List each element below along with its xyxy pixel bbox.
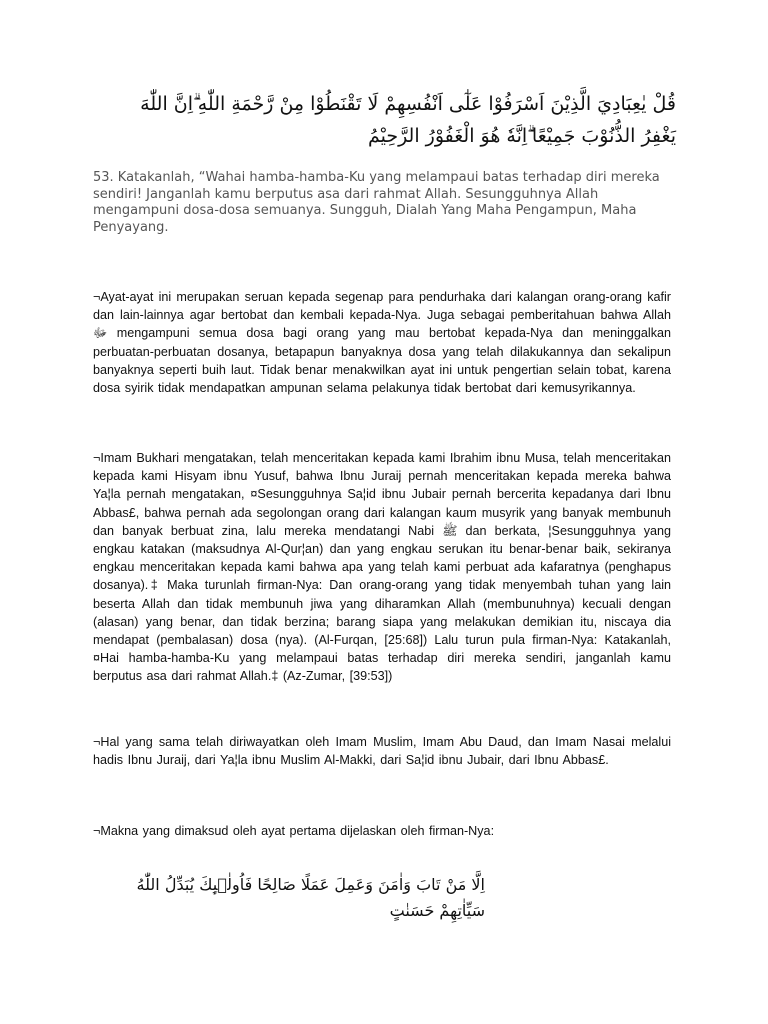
tafsir-paragraph-4: ¬Makna yang dimaksud oleh ayat pertama dijelaskan oleh firman-Nya: bbox=[93, 824, 495, 838]
tafsir-paragraph-3: ¬Hal yang sama telah diriwayatkan oleh Imam Muslim, Imam Abu Daud, dan Imam Nasai melalui hadis Ibnu Juraij, dari Ya¦la ibnu Muslim Al-Makki, dari Sa¦id ibnu Jubair, dari Ibnu Abbas£. bbox=[93, 735, 671, 768]
tafsir-paragraph-2: ¬Imam Bukhari mengatakan, telah menceritakan kepada kami Ibrahim ibnu Musa, telah menceritakan kepada kami Hisyam ibnu Yusuf, bahwa Ibnu Juraij pernah menceritakan kepada mereka bahwa Ya¦la pernah mengatakan, ¤Sesungguhnya Sa¦id ibnu Jubair pernah bercerita kepadanya dari Ibnu Abbas£, bahwa pernah ada segolongan orang dari kalangan kaum musyrik yang banyak membunuh dan banyak berbuat zina, lalu mereka mendatangi Nabi ﷺ dan berkata, ¦Sesungguhnya yang engkau katakan (maksudnya Al-Qur¦an) dan yang engkau serukan itu benar-benar baik, sekiranya engkau menceritakan kepada kami bahwa apa yang telah kami perbuat ada kafaratnya (penghapus dosanya).‡ Maka turunlah firman-Nya: Dan orang-orang yang tidak menyembah tuhan yang lain beserta Allah dan tidak membunuh jiwa yang diharamkan Allah (membunuhnya) kecuali dengan (alasan) yang benar, dan tidak berzina; barang siapa yang melakukan demikian itu, niscaya dia mendapat (pembalasan) dosa (nya). (Al-Furqan, [25:68]) Lalu turun pula firman-Nya: Katakanlah, ¤Hai hamba-hamba-Ku yang melampaui batas terhadap diri mereka sendiri, janganlah kamu berputus asa dari rahmat Allah.‡ (Az-Zumar, [39:53]) bbox=[93, 451, 671, 684]
tafsir-paragraph-1: ¬Ayat-ayat ini merupakan seruan kepada segenap para pendurhaka dari kalangan orang-orang kafir dan lain-lainnya agar bertobat dan kembali kepada-Nya. Juga sebagai pemberitahuan bahwa Allah ﷻ mengampuni semua dosa bagi orang yang mau bertobat kepada-Nya dan meninggalkan perbuatan-perbuatan dosanya, betapapun banyaknya dosa yang telah dilakukannya dan sekalipun banyaknya seperti buih laut. Tidak benar menakwilkan ayat ini untuk pengertian selain tobat, karena dosa syirik tidak mendapatkan ampunan selama pelakunya tidak bertobat dari kemusyrikannya. bbox=[93, 290, 671, 396]
verse-arabic-text: قُلْ يٰعِبَادِيَ الَّذِيْنَ اَسْرَفُوْا عَلٰٓى اَنْفُسِهِمْ لَا تَقْنَطُوْا مِنْ رَّحْمَةِ اللّٰهِ ۗاِنَّ اللّٰهَ يَغْفِرُ الذُّنُوْبَ جَمِيْعًا ۗاِنَّهٗ هُوَ الْغَفُوْرُ الرَّحِيْمُ bbox=[140, 93, 676, 147]
verse-translation: 53. Katakanlah, “Wahai hamba-hamba-Ku yang melampaui batas terhadap diri mereka sendiri! Janganlah kamu berputus asa dari rahmat Allah. Sesungguhnya Allah mengampuni dosa-dosa semuanya. Sungguh, Dialah Yang Maha Pengampun, Maha Penyayang. bbox=[93, 170, 660, 235]
verse-arabic-text-2: اِلَّا مَنْ تَابَ وَاٰمَنَ وَعَمِلَ عَمَلًا صَالِحًا فَاُولٰۤىِٕكَ يُبَدِّلُ اللّٰهُ سَيِّاٰتِهِمْ حَسَنٰتٍ bbox=[136, 875, 485, 920]
